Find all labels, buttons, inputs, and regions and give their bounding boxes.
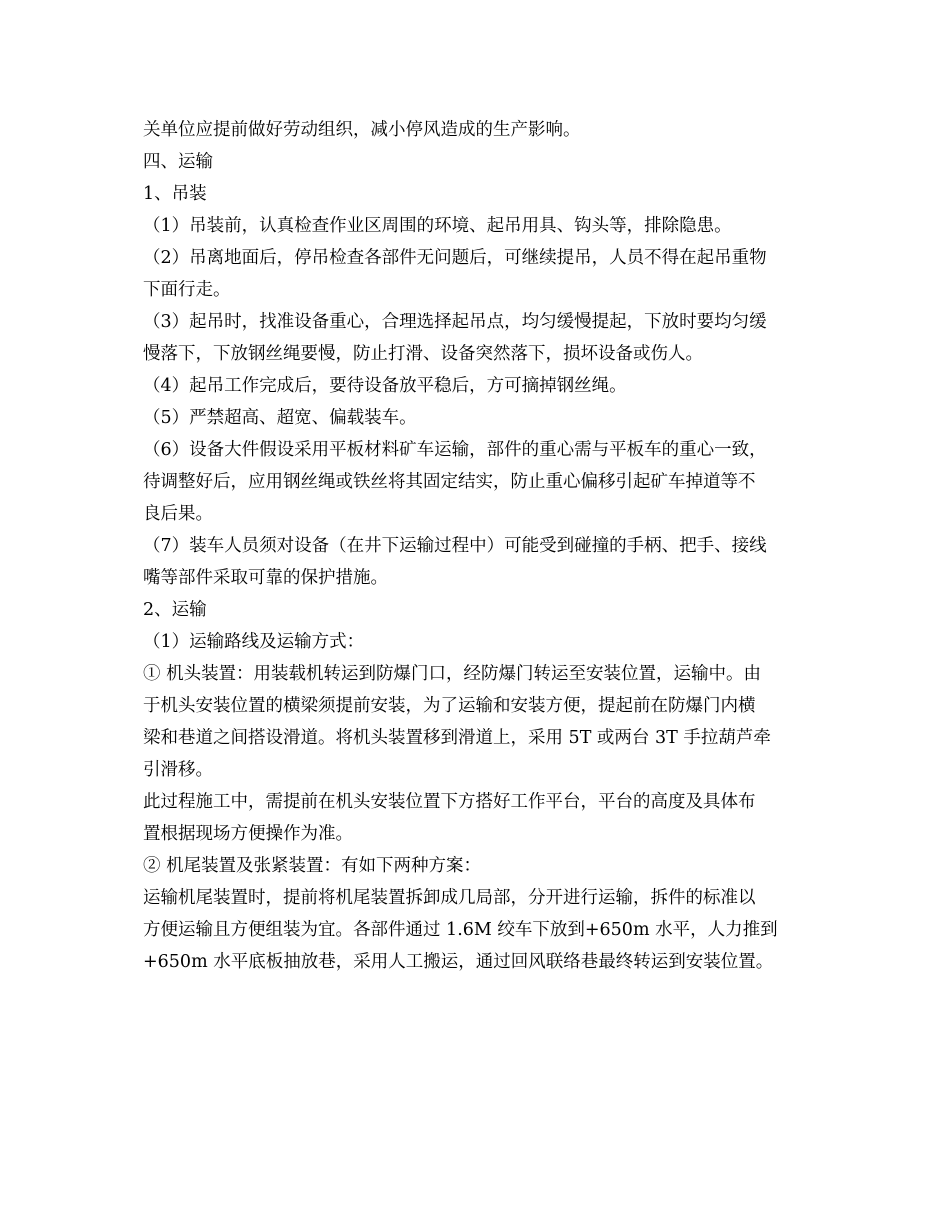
section-heading: 四、运输: [143, 152, 213, 172]
text-line: +650m 水平底板抽放巷，采用人工搬运，通过回风联络巷最终转运到安装位置。: [143, 952, 774, 972]
text-line: 方便运输且方便组装为宜。各部件通过 1.6M 绞车下放到+650m 水平，人力推到: [143, 920, 778, 940]
text-line: （6）设备大件假设采用平板材料矿车运输，部件的重心需与平板车的重心一致，: [143, 440, 767, 460]
text-line: 慢落下，下放钢丝绳要慢，防止打滑、设备突然落下，损坏设备或伤人。: [143, 344, 703, 364]
text-line: 良后果。: [143, 504, 213, 524]
text-line: （7）装车人员须对设备（在井下运输过程中）可能受到碰撞的手柄、把手、接线: [143, 536, 767, 556]
text-line: （5）严禁超高、超宽、偏载装车。: [143, 408, 417, 428]
text-line: 此过程施工中，需提前在机头安装位置下方搭好工作平台，平台的高度及具体布: [143, 792, 756, 812]
text-line: ② 机尾装置及张紧装置：有如下两种方案：: [143, 856, 482, 876]
text-line: ① 机头装置：用装载机转运到防爆门口，经防爆门转运至安装位置，运输中。由: [143, 664, 762, 684]
text-line: 运输机尾装置时，提前将机尾装置拆卸成几局部，分开进行运输，拆件的标准以: [143, 888, 756, 908]
text-line: （1）运输路线及运输方式：: [143, 632, 365, 652]
subsection-heading: 1、吊装: [143, 184, 207, 204]
subsection-heading: 2、运输: [143, 600, 207, 620]
text-line: 待调整好后，应用钢丝绳或铁丝将其固定结实，防止重心偏移引起矿车掉道等不: [143, 472, 756, 492]
text-line: 置根据现场方便操作为准。: [143, 824, 353, 844]
document-body: [143, 114, 815, 978]
text-line: （2）吊离地面后，停吊检查各部件无问题后，可继续提吊，人员不得在起吊重物: [143, 248, 767, 268]
text-line: 关单位应提前做好劳动组织，减小停风造成的生产影响。: [143, 120, 581, 140]
text-line: 梁和巷道之间搭设滑道。将机头装置移到滑道上，采用 5T 或两台 3T 手拉葫芦牵: [143, 728, 771, 748]
text-line: 引滑移。: [143, 760, 213, 780]
text-line: （4）起吊工作完成后，要待设备放平稳后，方可摘掉钢丝绳。: [143, 376, 627, 396]
text-line: （1）吊装前，认真检查作业区周围的环境、起吊用具、钩头等，排除隐患。: [143, 216, 732, 236]
text-line: 嘴等部件采取可靠的保护措施。: [143, 568, 388, 588]
text-line: （3）起吊时，找准设备重心，合理选择起吊点，均匀缓慢提起，下放时要均匀缓: [143, 312, 767, 332]
text-line: 下面行走。: [143, 280, 231, 300]
text-line: 于机头安装位置的横梁须提前安装，为了运输和安装方便，提起前在防爆门内横: [143, 696, 756, 716]
